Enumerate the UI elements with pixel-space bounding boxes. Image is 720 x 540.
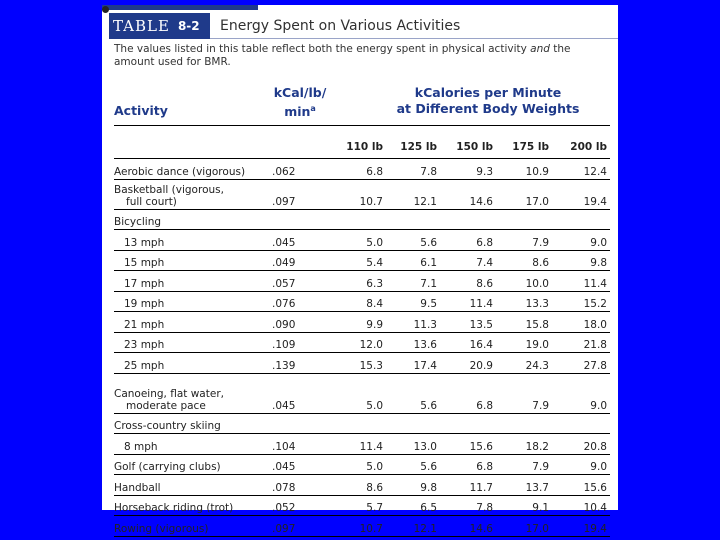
category-cell: Cross-country skiing	[114, 413, 264, 434]
empty-cell	[496, 413, 552, 434]
value-cell: 6.8	[440, 373, 496, 413]
weights-header-line2: at Different Body Weights	[396, 101, 580, 116]
empty-cell	[440, 413, 496, 434]
empty-cell	[264, 209, 324, 230]
weight-header-row	[114, 137, 610, 159]
kcal-per-lb-header	[258, 85, 342, 120]
textbook-page	[102, 5, 618, 535]
empty-cell	[552, 413, 610, 434]
value-cell: 9.0	[552, 230, 610, 251]
kcal-cell: .045	[264, 373, 324, 413]
kcal-cell: .109	[264, 332, 324, 353]
table-row	[114, 373, 610, 413]
note-text-1: The values listed in this table reflect both the energy spent in physical activity	[114, 43, 531, 55]
value-cell: 20.9	[440, 353, 496, 374]
table-row	[114, 454, 610, 475]
kcal-cell: .052	[264, 495, 324, 516]
activity-cell: 13 mph	[114, 230, 264, 251]
kcal-cell: .097	[264, 179, 324, 209]
value-cell: 12.4	[552, 159, 610, 180]
value-cell: 9.1	[496, 495, 552, 516]
value-cell: 8.6	[496, 250, 552, 271]
activity-cell: 23 mph	[114, 332, 264, 353]
note-text-2: the amount used for BMR.	[114, 43, 571, 68]
value-cell: 13.7	[496, 475, 552, 496]
value-cell: 9.0	[552, 454, 610, 475]
value-cell: 14.6	[440, 179, 496, 209]
value-cell: 6.8	[324, 159, 386, 180]
value-cell: 8.6	[324, 475, 386, 496]
table-row	[114, 250, 610, 271]
value-cell: 7.4	[440, 250, 496, 271]
blank-header	[264, 137, 324, 159]
activity-cell	[114, 373, 264, 413]
value-cell: 16.4	[440, 332, 496, 353]
value-cell: 12.0	[324, 332, 386, 353]
value-cell: 5.6	[386, 454, 440, 475]
value-cell: 15.3	[324, 353, 386, 374]
value-cell: 12.1	[386, 516, 440, 537]
value-cell: 5.7	[324, 495, 386, 516]
col-header-125: 125 lb	[386, 137, 440, 159]
activity-cell	[114, 179, 264, 209]
table-row	[114, 353, 610, 374]
activity-cell: Horseback riding (trot)	[114, 495, 264, 516]
blank-header	[114, 137, 264, 159]
kcal-header-line2	[258, 101, 342, 120]
value-cell: 7.8	[386, 159, 440, 180]
empty-cell	[440, 209, 496, 230]
weights-header-line1: kCalories per Minute	[414, 85, 562, 100]
kcal-cell: .049	[264, 250, 324, 271]
empty-cell	[386, 209, 440, 230]
value-cell: 11.3	[386, 312, 440, 333]
table-row	[114, 516, 610, 537]
title-divider	[210, 38, 618, 39]
col-header-200: 200 lb	[552, 137, 610, 159]
value-cell: 10.0	[496, 271, 552, 292]
value-cell: 8.4	[324, 291, 386, 312]
table-row	[114, 434, 610, 455]
activity-line: moderate pace	[126, 399, 206, 412]
table-label-badge	[109, 13, 210, 39]
value-cell: 7.9	[496, 373, 552, 413]
value-cell: 5.4	[324, 250, 386, 271]
value-cell: 17.4	[386, 353, 440, 374]
kcal-cell: .090	[264, 312, 324, 333]
table-row	[114, 495, 610, 516]
value-cell: 9.8	[552, 250, 610, 271]
value-cell: 6.3	[324, 271, 386, 292]
activity-line: Basketball (vigorous,	[114, 183, 224, 196]
kcal-header-footnote-mark: a	[310, 104, 316, 113]
table-word: TABLE	[113, 17, 170, 35]
table-row	[114, 291, 610, 312]
empty-cell	[552, 209, 610, 230]
value-cell: 10.7	[324, 516, 386, 537]
value-cell: 27.8	[552, 353, 610, 374]
value-cell: 14.6	[440, 516, 496, 537]
value-cell: 13.0	[386, 434, 440, 455]
value-cell: 15.2	[552, 291, 610, 312]
value-cell: 12.1	[386, 179, 440, 209]
note-emphasis: and	[530, 43, 550, 55]
value-cell: 7.8	[440, 495, 496, 516]
energy-table	[114, 137, 610, 537]
value-cell: 20.8	[552, 434, 610, 455]
kcal-cell: .062	[264, 159, 324, 180]
activity-cell: Golf (carrying clubs)	[114, 454, 264, 475]
activity-cell: Rowing (vigorous)	[114, 516, 264, 537]
value-cell: 10.9	[496, 159, 552, 180]
col-header-175: 175 lb	[496, 137, 552, 159]
kcal-cell: .057	[264, 271, 324, 292]
category-row	[114, 413, 610, 434]
value-cell: 7.1	[386, 271, 440, 292]
activity-cell: 8 mph	[114, 434, 264, 455]
category-cell: Bicycling	[114, 209, 264, 230]
value-cell: 11.7	[440, 475, 496, 496]
value-cell: 19.4	[552, 179, 610, 209]
value-cell: 8.6	[440, 271, 496, 292]
table-number: 8-2	[177, 19, 200, 33]
table-note	[114, 43, 612, 69]
value-cell: 10.4	[552, 495, 610, 516]
table-row	[114, 159, 610, 180]
value-cell: 5.0	[324, 454, 386, 475]
value-cell: 6.8	[440, 230, 496, 251]
table-row	[114, 332, 610, 353]
col-header-150: 150 lb	[440, 137, 496, 159]
value-cell: 17.0	[496, 516, 552, 537]
value-cell: 10.7	[324, 179, 386, 209]
table-row	[114, 271, 610, 292]
value-cell: 19.0	[496, 332, 552, 353]
kcal-cell: .045	[264, 454, 324, 475]
empty-cell	[324, 209, 386, 230]
value-cell: 9.9	[324, 312, 386, 333]
value-cell: 9.8	[386, 475, 440, 496]
kcal-cell: .097	[264, 516, 324, 537]
weights-header	[370, 85, 606, 117]
activity-cell: 25 mph	[114, 353, 264, 374]
header-divider	[114, 125, 610, 126]
value-cell: 15.8	[496, 312, 552, 333]
activity-cell: 19 mph	[114, 291, 264, 312]
activity-cell: 21 mph	[114, 312, 264, 333]
empty-cell	[324, 413, 386, 434]
value-cell: 13.6	[386, 332, 440, 353]
activity-line: full court)	[126, 195, 177, 208]
value-cell: 9.5	[386, 291, 440, 312]
value-cell: 11.4	[440, 291, 496, 312]
value-cell: 5.0	[324, 230, 386, 251]
value-cell: 5.0	[324, 373, 386, 413]
activity-cell: Aerobic dance (vigorous)	[114, 159, 264, 180]
activity-cell: 17 mph	[114, 271, 264, 292]
value-cell: 7.9	[496, 454, 552, 475]
activity-cell: Handball	[114, 475, 264, 496]
empty-cell	[386, 413, 440, 434]
value-cell: 9.3	[440, 159, 496, 180]
kcal-cell: .139	[264, 353, 324, 374]
value-cell: 5.6	[386, 373, 440, 413]
kcal-header-line1: kCal/lb/	[273, 85, 327, 100]
value-cell: 7.9	[496, 230, 552, 251]
table-row	[114, 179, 610, 209]
value-cell: 18.2	[496, 434, 552, 455]
value-cell: 11.4	[324, 434, 386, 455]
table-row	[114, 312, 610, 333]
value-cell: 6.5	[386, 495, 440, 516]
value-cell: 17.0	[496, 179, 552, 209]
value-cell: 13.5	[440, 312, 496, 333]
kcal-cell: .076	[264, 291, 324, 312]
value-cell: 9.0	[552, 373, 610, 413]
col-header-110: 110 lb	[324, 137, 386, 159]
table-row	[114, 230, 610, 251]
value-cell: 24.3	[496, 353, 552, 374]
kcal-cell: .078	[264, 475, 324, 496]
kcal-header-min: min	[284, 104, 311, 120]
value-cell: 19.4	[552, 516, 610, 537]
value-cell: 18.0	[552, 312, 610, 333]
activity-header: Activity	[114, 103, 168, 118]
activity-line: Canoeing, flat water,	[114, 387, 224, 400]
empty-cell	[264, 413, 324, 434]
empty-cell	[496, 209, 552, 230]
activity-cell: 15 mph	[114, 250, 264, 271]
kcal-cell: .104	[264, 434, 324, 455]
value-cell: 11.4	[552, 271, 610, 292]
value-cell: 5.6	[386, 230, 440, 251]
category-row	[114, 209, 610, 230]
value-cell: 15.6	[552, 475, 610, 496]
value-cell: 6.1	[386, 250, 440, 271]
top-accent-bar	[102, 5, 258, 10]
value-cell: 21.8	[552, 332, 610, 353]
value-cell: 6.8	[440, 454, 496, 475]
value-cell: 15.6	[440, 434, 496, 455]
bullet-dot	[102, 6, 109, 13]
table-row	[114, 475, 610, 496]
value-cell: 13.3	[496, 291, 552, 312]
table-title: Energy Spent on Various Activities	[220, 18, 461, 34]
kcal-cell: .045	[264, 230, 324, 251]
